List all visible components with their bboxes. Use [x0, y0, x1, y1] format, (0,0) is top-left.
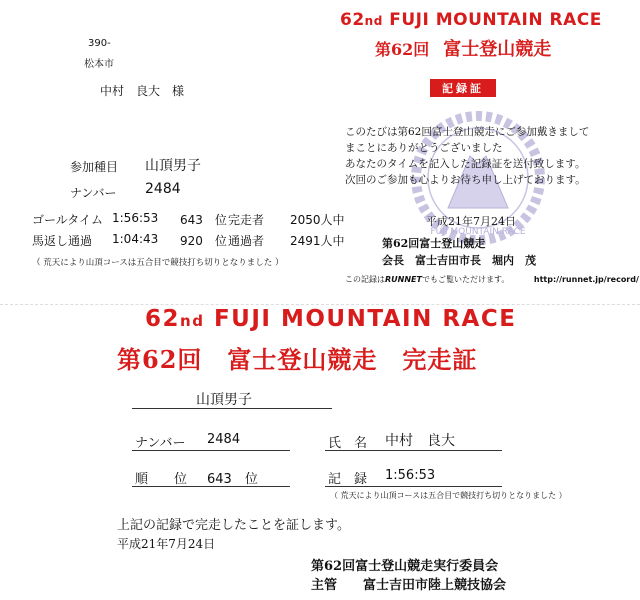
runnet-url: http://runnet.jp/record/ [533, 275, 639, 284]
number-underline [132, 450, 290, 451]
runnet-note: この記録はRUNNETでもご覧いただけます。 http://runnet.jp/record/ [345, 275, 639, 284]
weather-note: （ 荒天により山頂コースは五合目で競技打ち切りとなりました ） [32, 258, 284, 268]
certificate-organizer: 主管 富士吉田市陸上競技協会 [311, 578, 507, 593]
finishers-label: 完走者 [228, 213, 265, 227]
certificate-rank-label: 順 位 [135, 472, 188, 487]
rank-underline [132, 486, 290, 487]
race-title-en-top: 62nd FUJI MOUNTAIN RACE [340, 10, 602, 30]
thank-you-message [345, 124, 589, 188]
svg-text:FUJI MOUNTAIN RACE: FUJI MOUNTAIN RACE [430, 227, 526, 237]
goal-time-value: 1:56:53 [112, 211, 159, 225]
notice-committee: 第62回富士登山競走 [382, 237, 486, 250]
passers-value: 2491人中 [290, 234, 345, 248]
bib-number-value: 2484 [145, 181, 181, 197]
certificate-title-jp: 第62回 富士登山競走 完走証 [117, 345, 478, 374]
certificate-date: 平成21年7月24日 [117, 537, 216, 551]
checkpoint-time: 1:04:43 [112, 232, 159, 246]
certificate-record-value: 1:56:53 [385, 468, 436, 483]
passers-label: 通過者 [228, 234, 265, 248]
certificate-name-value: 中村 良大 [385, 433, 455, 449]
race-title-jp-top: 第62回 富士登山競走 [375, 39, 552, 60]
runnet-logo: RUNNET [385, 275, 422, 284]
certificate-number-value: 2484 [207, 432, 241, 447]
checkpoint-rank: 920 位 [180, 234, 227, 248]
message-line: まことにありがとうございました [345, 142, 503, 154]
message-line: あなたのタイムを記入した記録証を送付致します。 [345, 158, 586, 170]
entry-category-value: 山頂男子 [145, 158, 201, 174]
certificate-rank-value: 643 位 [207, 472, 258, 487]
category-underline [132, 408, 332, 409]
section-divider [0, 304, 640, 305]
postal-code: 390- [88, 38, 111, 49]
certificate-committee: 第62回富士登山競走実行委員会 [311, 559, 499, 574]
record-underline [325, 486, 502, 487]
certificate-record-label: 記 録 [328, 472, 368, 487]
certificate-weather-note: （ 荒天により山頂コースは五合目で競技打ち切りとなりました ） [330, 491, 567, 500]
certificate-number-label: ナンバー [135, 436, 186, 451]
notice-chairman: 会長 富士吉田市長 堀内 茂 [382, 254, 536, 267]
certificate-title-en: 62nd FUJI MOUNTAIN RACE [145, 306, 517, 332]
finishers-value: 2050人中 [290, 213, 345, 227]
goal-time-label: ゴールタイム [32, 213, 104, 227]
certificate-name-label: 氏 名 [328, 436, 368, 451]
goal-rank: 643 位 [180, 213, 227, 227]
recipient-name: 中村 良大 様 [100, 84, 185, 98]
city: 松本市 [84, 59, 114, 70]
message-line: 次回のご参加も心よりお待ち申し上げております。 [345, 174, 586, 186]
entry-category-label: 参加種目 [70, 160, 119, 174]
message-line: このたびは第62回富士登山競走にご参加戴きまして [345, 126, 590, 138]
name-underline [325, 450, 502, 451]
certificate-category: 山頂男子 [196, 392, 252, 408]
record-certificate-badge: 記録証 [430, 79, 496, 97]
certificate-statement: 上記の記録で完走したことを証します。 [117, 518, 350, 533]
bib-number-label: ナンバー [70, 186, 117, 200]
checkpoint-label: 馬返し通過 [32, 234, 93, 248]
notice-date: 平成21年7月24日 [426, 215, 516, 228]
